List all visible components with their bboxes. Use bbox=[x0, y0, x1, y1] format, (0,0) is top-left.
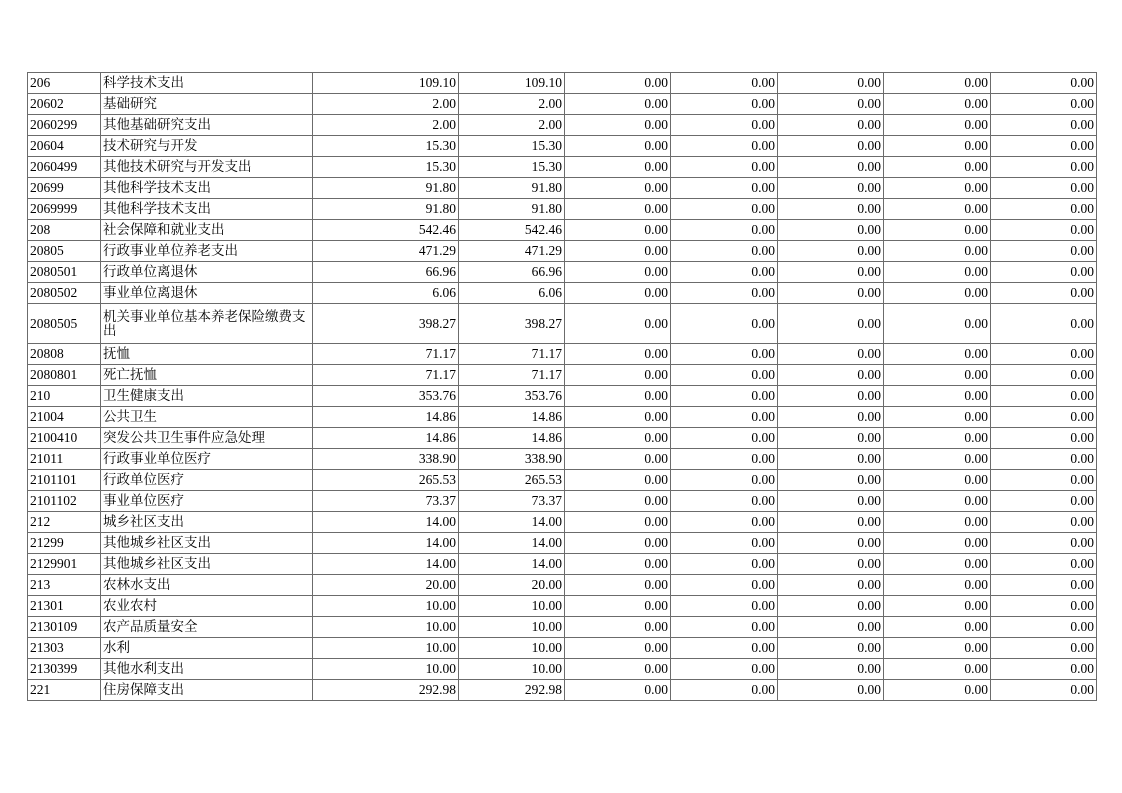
amount-cell: 91.80 bbox=[459, 199, 565, 220]
amount-cell: 0.00 bbox=[565, 638, 671, 659]
table-row bbox=[28, 575, 1097, 596]
subject-name-cell: 行政事业单位医疗 bbox=[101, 449, 313, 470]
amount-cell: 71.17 bbox=[459, 365, 565, 386]
table-row bbox=[28, 73, 1097, 94]
amount-cell: 0.00 bbox=[671, 178, 778, 199]
amount-cell: 398.27 bbox=[459, 304, 565, 344]
amount-cell: 0.00 bbox=[671, 680, 778, 701]
amount-cell: 353.76 bbox=[313, 386, 459, 407]
amount-cell: 66.96 bbox=[459, 262, 565, 283]
amount-cell: 0.00 bbox=[671, 449, 778, 470]
amount-cell: 0.00 bbox=[778, 449, 884, 470]
amount-cell: 0.00 bbox=[778, 304, 884, 344]
table-body bbox=[28, 73, 1097, 701]
amount-cell: 0.00 bbox=[671, 554, 778, 575]
amount-cell: 0.00 bbox=[565, 491, 671, 512]
amount-cell: 0.00 bbox=[671, 617, 778, 638]
amount-cell: 14.00 bbox=[459, 533, 565, 554]
amount-cell: 0.00 bbox=[671, 241, 778, 262]
subject-code-cell: 2101101 bbox=[28, 470, 101, 491]
amount-cell: 0.00 bbox=[565, 94, 671, 115]
amount-cell: 14.00 bbox=[313, 554, 459, 575]
amount-cell: 0.00 bbox=[884, 136, 991, 157]
amount-cell: 0.00 bbox=[778, 262, 884, 283]
amount-cell: 10.00 bbox=[459, 596, 565, 617]
amount-cell: 0.00 bbox=[991, 199, 1097, 220]
amount-cell: 71.17 bbox=[313, 344, 459, 365]
table-row bbox=[28, 262, 1097, 283]
amount-cell: 0.00 bbox=[884, 428, 991, 449]
subject-name-cell: 机关事业单位基本养老保险缴费支出 bbox=[101, 304, 313, 344]
amount-cell: 0.00 bbox=[671, 136, 778, 157]
amount-cell: 10.00 bbox=[459, 617, 565, 638]
amount-cell: 91.80 bbox=[313, 178, 459, 199]
subject-name-cell: 死亡抚恤 bbox=[101, 365, 313, 386]
amount-cell: 0.00 bbox=[778, 365, 884, 386]
amount-cell: 0.00 bbox=[991, 470, 1097, 491]
amount-cell: 0.00 bbox=[991, 136, 1097, 157]
subject-name-cell: 其他城乡社区支出 bbox=[101, 533, 313, 554]
subject-code-cell: 20808 bbox=[28, 344, 101, 365]
amount-cell: 14.00 bbox=[313, 533, 459, 554]
subject-code-cell: 2101102 bbox=[28, 491, 101, 512]
amount-cell: 0.00 bbox=[884, 407, 991, 428]
table-row bbox=[28, 136, 1097, 157]
amount-cell: 14.86 bbox=[459, 428, 565, 449]
amount-cell: 0.00 bbox=[565, 304, 671, 344]
amount-cell: 91.80 bbox=[313, 199, 459, 220]
amount-cell: 10.00 bbox=[459, 638, 565, 659]
amount-cell: 0.00 bbox=[671, 365, 778, 386]
amount-cell: 398.27 bbox=[313, 304, 459, 344]
amount-cell: 0.00 bbox=[778, 512, 884, 533]
amount-cell: 14.00 bbox=[313, 512, 459, 533]
amount-cell: 0.00 bbox=[671, 638, 778, 659]
amount-cell: 14.86 bbox=[313, 428, 459, 449]
amount-cell: 91.80 bbox=[459, 178, 565, 199]
amount-cell: 0.00 bbox=[565, 533, 671, 554]
amount-cell: 0.00 bbox=[884, 157, 991, 178]
amount-cell: 0.00 bbox=[671, 491, 778, 512]
subject-code-cell: 2080501 bbox=[28, 262, 101, 283]
amount-cell: 0.00 bbox=[884, 386, 991, 407]
amount-cell: 471.29 bbox=[459, 241, 565, 262]
subject-code-cell: 20602 bbox=[28, 94, 101, 115]
subject-code-cell: 2080801 bbox=[28, 365, 101, 386]
table-row bbox=[28, 94, 1097, 115]
subject-code-cell: 2060499 bbox=[28, 157, 101, 178]
amount-cell: 6.06 bbox=[313, 283, 459, 304]
amount-cell: 0.00 bbox=[778, 533, 884, 554]
subject-name-cell: 水利 bbox=[101, 638, 313, 659]
subject-name-cell: 其他技术研究与开发支出 bbox=[101, 157, 313, 178]
expenditure-table bbox=[27, 72, 1097, 701]
amount-cell: 73.37 bbox=[459, 491, 565, 512]
amount-cell: 0.00 bbox=[884, 304, 991, 344]
amount-cell: 0.00 bbox=[778, 428, 884, 449]
amount-cell: 0.00 bbox=[671, 407, 778, 428]
amount-cell: 0.00 bbox=[778, 638, 884, 659]
amount-cell: 0.00 bbox=[565, 596, 671, 617]
table-row bbox=[28, 199, 1097, 220]
subject-name-cell: 社会保障和就业支出 bbox=[101, 220, 313, 241]
amount-cell: 0.00 bbox=[991, 283, 1097, 304]
amount-cell: 0.00 bbox=[884, 491, 991, 512]
amount-cell: 0.00 bbox=[991, 344, 1097, 365]
subject-code-cell: 210 bbox=[28, 386, 101, 407]
amount-cell: 0.00 bbox=[565, 365, 671, 386]
amount-cell: 0.00 bbox=[565, 73, 671, 94]
amount-cell: 0.00 bbox=[778, 136, 884, 157]
amount-cell: 0.00 bbox=[778, 241, 884, 262]
amount-cell: 0.00 bbox=[884, 262, 991, 283]
table-row bbox=[28, 680, 1097, 701]
amount-cell: 0.00 bbox=[671, 596, 778, 617]
amount-cell: 0.00 bbox=[991, 178, 1097, 199]
table-row bbox=[28, 220, 1097, 241]
amount-cell: 0.00 bbox=[778, 680, 884, 701]
amount-cell: 0.00 bbox=[991, 220, 1097, 241]
amount-cell: 292.98 bbox=[313, 680, 459, 701]
amount-cell: 20.00 bbox=[313, 575, 459, 596]
subject-name-cell: 科学技术支出 bbox=[101, 73, 313, 94]
amount-cell: 0.00 bbox=[884, 365, 991, 386]
amount-cell: 0.00 bbox=[565, 386, 671, 407]
amount-cell: 0.00 bbox=[671, 304, 778, 344]
amount-cell: 0.00 bbox=[884, 617, 991, 638]
amount-cell: 0.00 bbox=[991, 241, 1097, 262]
table-row bbox=[28, 407, 1097, 428]
subject-code-cell: 221 bbox=[28, 680, 101, 701]
subject-code-cell: 2060299 bbox=[28, 115, 101, 136]
amount-cell: 0.00 bbox=[778, 178, 884, 199]
amount-cell: 0.00 bbox=[778, 115, 884, 136]
amount-cell: 0.00 bbox=[778, 283, 884, 304]
amount-cell: 0.00 bbox=[884, 115, 991, 136]
amount-cell: 0.00 bbox=[991, 512, 1097, 533]
table-row bbox=[28, 241, 1097, 262]
amount-cell: 0.00 bbox=[991, 157, 1097, 178]
amount-cell: 2.00 bbox=[313, 94, 459, 115]
subject-name-cell: 其他城乡社区支出 bbox=[101, 554, 313, 575]
amount-cell: 0.00 bbox=[671, 115, 778, 136]
subject-name-cell: 行政事业单位养老支出 bbox=[101, 241, 313, 262]
subject-code-cell: 2100410 bbox=[28, 428, 101, 449]
amount-cell: 0.00 bbox=[778, 575, 884, 596]
subject-code-cell: 2130109 bbox=[28, 617, 101, 638]
table-row bbox=[28, 659, 1097, 680]
amount-cell: 0.00 bbox=[671, 533, 778, 554]
amount-cell: 542.46 bbox=[459, 220, 565, 241]
amount-cell: 6.06 bbox=[459, 283, 565, 304]
subject-code-cell: 2080505 bbox=[28, 304, 101, 344]
amount-cell: 0.00 bbox=[884, 344, 991, 365]
amount-cell: 0.00 bbox=[671, 386, 778, 407]
amount-cell: 353.76 bbox=[459, 386, 565, 407]
subject-name-cell: 突发公共卫生事件应急处理 bbox=[101, 428, 313, 449]
amount-cell: 0.00 bbox=[778, 157, 884, 178]
subject-code-cell: 208 bbox=[28, 220, 101, 241]
amount-cell: 0.00 bbox=[884, 178, 991, 199]
amount-cell: 0.00 bbox=[884, 449, 991, 470]
table-row bbox=[28, 344, 1097, 365]
subject-name-cell: 抚恤 bbox=[101, 344, 313, 365]
subject-code-cell: 2069999 bbox=[28, 199, 101, 220]
subject-code-cell: 21004 bbox=[28, 407, 101, 428]
amount-cell: 0.00 bbox=[671, 94, 778, 115]
amount-cell: 0.00 bbox=[565, 449, 671, 470]
amount-cell: 0.00 bbox=[565, 512, 671, 533]
amount-cell: 14.00 bbox=[459, 554, 565, 575]
amount-cell: 0.00 bbox=[991, 428, 1097, 449]
table-row bbox=[28, 512, 1097, 533]
subject-code-cell: 2129901 bbox=[28, 554, 101, 575]
amount-cell: 109.10 bbox=[459, 73, 565, 94]
subject-code-cell: 212 bbox=[28, 512, 101, 533]
amount-cell: 0.00 bbox=[778, 344, 884, 365]
amount-cell: 0.00 bbox=[991, 407, 1097, 428]
amount-cell: 10.00 bbox=[459, 659, 565, 680]
amount-cell: 71.17 bbox=[459, 344, 565, 365]
subject-code-cell: 20699 bbox=[28, 178, 101, 199]
table-row bbox=[28, 386, 1097, 407]
amount-cell: 0.00 bbox=[671, 470, 778, 491]
table-row bbox=[28, 304, 1097, 344]
subject-name-cell: 基础研究 bbox=[101, 94, 313, 115]
amount-cell: 0.00 bbox=[778, 199, 884, 220]
amount-cell: 0.00 bbox=[778, 407, 884, 428]
subject-name-cell: 卫生健康支出 bbox=[101, 386, 313, 407]
amount-cell: 542.46 bbox=[313, 220, 459, 241]
amount-cell: 0.00 bbox=[884, 470, 991, 491]
amount-cell: 0.00 bbox=[991, 491, 1097, 512]
amount-cell: 0.00 bbox=[565, 470, 671, 491]
amount-cell: 14.00 bbox=[459, 512, 565, 533]
amount-cell: 292.98 bbox=[459, 680, 565, 701]
amount-cell: 2.00 bbox=[313, 115, 459, 136]
amount-cell: 0.00 bbox=[565, 554, 671, 575]
amount-cell: 0.00 bbox=[565, 241, 671, 262]
subject-name-cell: 农林水支出 bbox=[101, 575, 313, 596]
amount-cell: 0.00 bbox=[884, 241, 991, 262]
amount-cell: 0.00 bbox=[565, 428, 671, 449]
amount-cell: 0.00 bbox=[991, 680, 1097, 701]
subject-name-cell: 公共卫生 bbox=[101, 407, 313, 428]
amount-cell: 0.00 bbox=[565, 262, 671, 283]
amount-cell: 0.00 bbox=[565, 575, 671, 596]
amount-cell: 0.00 bbox=[778, 554, 884, 575]
amount-cell: 0.00 bbox=[991, 575, 1097, 596]
amount-cell: 0.00 bbox=[671, 73, 778, 94]
table-row bbox=[28, 178, 1097, 199]
amount-cell: 0.00 bbox=[565, 178, 671, 199]
table-row bbox=[28, 491, 1097, 512]
amount-cell: 265.53 bbox=[459, 470, 565, 491]
amount-cell: 15.30 bbox=[313, 136, 459, 157]
amount-cell: 0.00 bbox=[991, 115, 1097, 136]
amount-cell: 0.00 bbox=[671, 199, 778, 220]
subject-name-cell: 其他科学技术支出 bbox=[101, 178, 313, 199]
amount-cell: 0.00 bbox=[565, 283, 671, 304]
amount-cell: 471.29 bbox=[313, 241, 459, 262]
table-row bbox=[28, 365, 1097, 386]
amount-cell: 2.00 bbox=[459, 115, 565, 136]
amount-cell: 0.00 bbox=[884, 199, 991, 220]
amount-cell: 0.00 bbox=[565, 220, 671, 241]
subject-name-cell: 技术研究与开发 bbox=[101, 136, 313, 157]
amount-cell: 0.00 bbox=[565, 407, 671, 428]
amount-cell: 0.00 bbox=[565, 157, 671, 178]
amount-cell: 15.30 bbox=[313, 157, 459, 178]
amount-cell: 0.00 bbox=[991, 386, 1097, 407]
amount-cell: 0.00 bbox=[884, 680, 991, 701]
amount-cell: 0.00 bbox=[991, 596, 1097, 617]
table-row bbox=[28, 596, 1097, 617]
amount-cell: 0.00 bbox=[884, 283, 991, 304]
subject-code-cell: 20604 bbox=[28, 136, 101, 157]
amount-cell: 0.00 bbox=[565, 617, 671, 638]
amount-cell: 0.00 bbox=[565, 680, 671, 701]
amount-cell: 0.00 bbox=[884, 533, 991, 554]
amount-cell: 0.00 bbox=[991, 262, 1097, 283]
amount-cell: 0.00 bbox=[884, 220, 991, 241]
amount-cell: 0.00 bbox=[671, 659, 778, 680]
amount-cell: 0.00 bbox=[671, 344, 778, 365]
amount-cell: 0.00 bbox=[778, 470, 884, 491]
subject-code-cell: 21301 bbox=[28, 596, 101, 617]
subject-name-cell: 行政单位离退休 bbox=[101, 262, 313, 283]
amount-cell: 10.00 bbox=[313, 596, 459, 617]
subject-name-cell: 其他基础研究支出 bbox=[101, 115, 313, 136]
amount-cell: 0.00 bbox=[884, 73, 991, 94]
subject-name-cell: 事业单位医疗 bbox=[101, 491, 313, 512]
amount-cell: 14.86 bbox=[313, 407, 459, 428]
budget-table-page bbox=[27, 72, 1096, 701]
amount-cell: 265.53 bbox=[313, 470, 459, 491]
amount-cell: 20.00 bbox=[459, 575, 565, 596]
amount-cell: 0.00 bbox=[991, 533, 1097, 554]
amount-cell: 0.00 bbox=[991, 554, 1097, 575]
subject-name-cell: 住房保障支出 bbox=[101, 680, 313, 701]
amount-cell: 0.00 bbox=[778, 659, 884, 680]
subject-code-cell: 2130399 bbox=[28, 659, 101, 680]
subject-name-cell: 其他水利支出 bbox=[101, 659, 313, 680]
amount-cell: 0.00 bbox=[884, 659, 991, 680]
subject-name-cell: 其他科学技术支出 bbox=[101, 199, 313, 220]
subject-code-cell: 2080502 bbox=[28, 283, 101, 304]
amount-cell: 10.00 bbox=[313, 659, 459, 680]
table-row bbox=[28, 115, 1097, 136]
amount-cell: 0.00 bbox=[778, 491, 884, 512]
subject-code-cell: 21011 bbox=[28, 449, 101, 470]
amount-cell: 0.00 bbox=[671, 428, 778, 449]
amount-cell: 0.00 bbox=[778, 596, 884, 617]
amount-cell: 0.00 bbox=[884, 512, 991, 533]
amount-cell: 0.00 bbox=[778, 94, 884, 115]
table-row bbox=[28, 449, 1097, 470]
amount-cell: 0.00 bbox=[671, 157, 778, 178]
amount-cell: 0.00 bbox=[991, 449, 1097, 470]
subject-name-cell: 行政单位医疗 bbox=[101, 470, 313, 491]
amount-cell: 109.10 bbox=[313, 73, 459, 94]
amount-cell: 0.00 bbox=[671, 262, 778, 283]
table-row bbox=[28, 617, 1097, 638]
amount-cell: 0.00 bbox=[991, 659, 1097, 680]
table-row bbox=[28, 283, 1097, 304]
amount-cell: 0.00 bbox=[884, 575, 991, 596]
amount-cell: 338.90 bbox=[313, 449, 459, 470]
amount-cell: 0.00 bbox=[884, 638, 991, 659]
amount-cell: 0.00 bbox=[565, 344, 671, 365]
subject-code-cell: 21299 bbox=[28, 533, 101, 554]
amount-cell: 0.00 bbox=[671, 512, 778, 533]
amount-cell: 0.00 bbox=[884, 596, 991, 617]
subject-code-cell: 206 bbox=[28, 73, 101, 94]
amount-cell: 0.00 bbox=[991, 638, 1097, 659]
amount-cell: 0.00 bbox=[991, 617, 1097, 638]
amount-cell: 0.00 bbox=[991, 365, 1097, 386]
amount-cell: 0.00 bbox=[884, 554, 991, 575]
amount-cell: 0.00 bbox=[778, 617, 884, 638]
amount-cell: 0.00 bbox=[991, 304, 1097, 344]
table-row bbox=[28, 554, 1097, 575]
subject-code-cell: 213 bbox=[28, 575, 101, 596]
table-row bbox=[28, 470, 1097, 491]
subject-name-cell: 农产品质量安全 bbox=[101, 617, 313, 638]
subject-name-cell: 事业单位离退休 bbox=[101, 283, 313, 304]
amount-cell: 0.00 bbox=[565, 136, 671, 157]
subject-name-cell: 城乡社区支出 bbox=[101, 512, 313, 533]
amount-cell: 0.00 bbox=[671, 283, 778, 304]
amount-cell: 0.00 bbox=[778, 386, 884, 407]
amount-cell: 10.00 bbox=[313, 638, 459, 659]
amount-cell: 2.00 bbox=[459, 94, 565, 115]
amount-cell: 0.00 bbox=[565, 199, 671, 220]
amount-cell: 0.00 bbox=[778, 73, 884, 94]
table-row bbox=[28, 533, 1097, 554]
amount-cell: 0.00 bbox=[991, 94, 1097, 115]
amount-cell: 0.00 bbox=[991, 73, 1097, 94]
amount-cell: 0.00 bbox=[884, 94, 991, 115]
subject-name-cell: 农业农村 bbox=[101, 596, 313, 617]
amount-cell: 0.00 bbox=[778, 220, 884, 241]
amount-cell: 10.00 bbox=[313, 617, 459, 638]
amount-cell: 14.86 bbox=[459, 407, 565, 428]
amount-cell: 66.96 bbox=[313, 262, 459, 283]
amount-cell: 0.00 bbox=[565, 659, 671, 680]
amount-cell: 0.00 bbox=[671, 575, 778, 596]
amount-cell: 0.00 bbox=[565, 115, 671, 136]
amount-cell: 0.00 bbox=[671, 220, 778, 241]
amount-cell: 71.17 bbox=[313, 365, 459, 386]
subject-code-cell: 21303 bbox=[28, 638, 101, 659]
amount-cell: 73.37 bbox=[313, 491, 459, 512]
table-row bbox=[28, 638, 1097, 659]
amount-cell: 15.30 bbox=[459, 157, 565, 178]
amount-cell: 15.30 bbox=[459, 136, 565, 157]
table-row bbox=[28, 428, 1097, 449]
amount-cell: 338.90 bbox=[459, 449, 565, 470]
subject-code-cell: 20805 bbox=[28, 241, 101, 262]
table-row bbox=[28, 157, 1097, 178]
